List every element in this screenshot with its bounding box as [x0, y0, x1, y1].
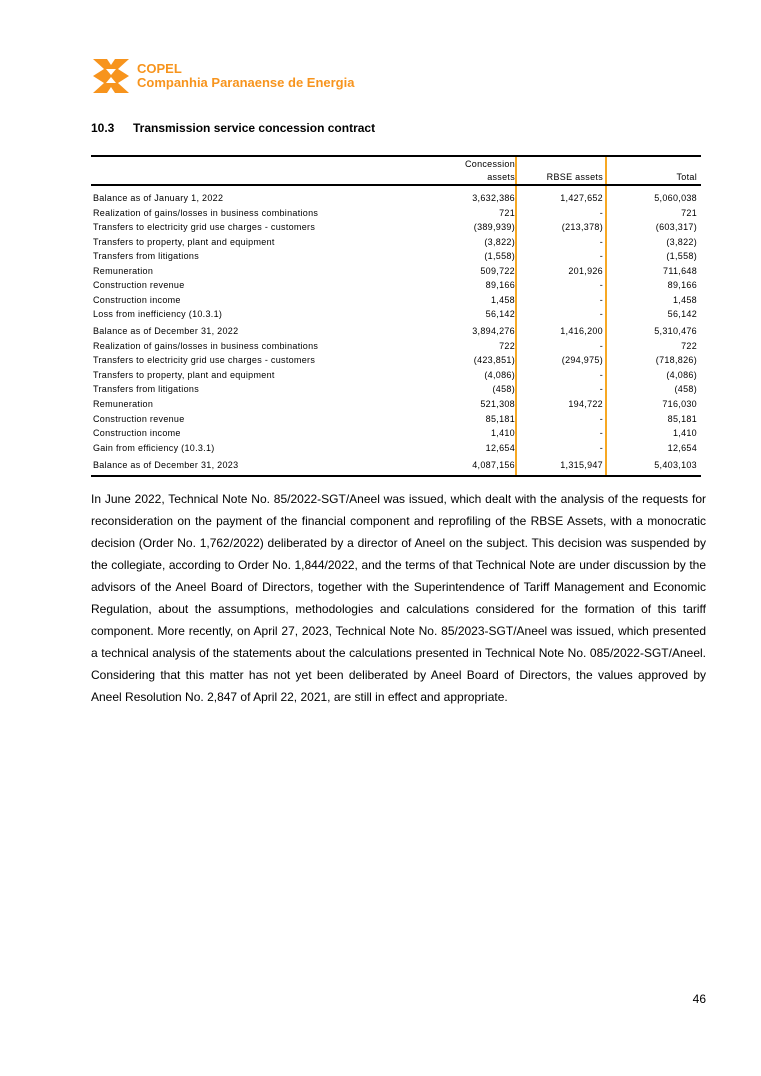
cell-rbse-assets: -: [599, 236, 603, 247]
table-row: [91, 341, 701, 355]
cell-total: 5,403,103: [654, 460, 697, 470]
table-row: [91, 443, 701, 457]
table-row: [91, 280, 701, 294]
table-row: [91, 460, 701, 474]
copel-logo-icon: [93, 59, 129, 93]
section-number: 10.3: [91, 121, 115, 135]
cell-total: (458): [674, 384, 697, 394]
table-row: [91, 237, 701, 251]
cell-rbse-assets: -: [599, 251, 603, 261]
cell-concession-assets: 56,142: [485, 309, 515, 319]
table-row: [91, 414, 701, 428]
cell-concession-assets: (3,822): [484, 236, 515, 247]
row-label: Transfers from litigations: [93, 251, 199, 261]
cell-total: (603,317): [655, 222, 697, 232]
row-label: Construction income: [93, 428, 181, 438]
table-row: [91, 399, 701, 413]
table-row: [91, 428, 701, 442]
cell-concession-assets: (389,939): [473, 222, 515, 232]
cell-concession-assets: 3,632,386: [472, 193, 515, 203]
table-row: [91, 370, 701, 384]
cell-rbse-assets: -: [599, 340, 603, 351]
cell-rbse-assets: 194,722: [568, 399, 603, 409]
table-top-rule: [91, 155, 701, 157]
table-row: [91, 266, 701, 280]
header-total: Total: [676, 172, 697, 182]
section-title: [91, 121, 375, 135]
cell-rbse-assets: 1,427,652: [560, 193, 603, 203]
table-header-rule: [91, 184, 701, 186]
row-label: Balance as of December 31, 2023: [93, 460, 239, 470]
header-rbse-assets: RBSE assets: [546, 172, 603, 182]
row-label: Remuneration: [93, 399, 154, 409]
table-row: [91, 193, 701, 207]
cell-total: 1,410: [672, 428, 697, 438]
table-row: [91, 251, 701, 265]
table-bottom-rule: [91, 475, 701, 477]
cell-total: (4,086): [666, 369, 697, 380]
cell-total: (718,826): [655, 355, 697, 365]
cell-total: (1,558): [666, 251, 697, 261]
cell-total: 89,166: [667, 280, 697, 290]
row-label: Loss from inefficiency (10.3.1): [93, 309, 223, 319]
cell-rbse-assets: 1,315,947: [560, 460, 603, 470]
table-row: [91, 208, 701, 222]
cell-rbse-assets: 201,926: [568, 265, 603, 276]
row-label: Construction income: [93, 294, 181, 305]
cell-total: 722: [681, 340, 697, 351]
cell-rbse-assets: -: [599, 369, 603, 380]
row-label: Realization of gains/losses in business combinations: [93, 340, 319, 351]
table-row: [91, 326, 701, 340]
table-row: [91, 222, 701, 236]
cell-concession-assets: 12,654: [485, 442, 515, 453]
body-paragraph: In June 2022, Technical Note No. 85/2022-SGT/Aneel was issued, which dealt with the analysis of the requests for reconsideration on the payment of the financial component and reprofiling of the RBSE Assets, with a monocratic decision (Order No. 1,762/2022) deliberated by a director of Aneel on the subject. This decision was suspended by the collegiate, according to Order No. 1,844/2022, and the terms of that Technical Note are under discussion by the advisors of the Aneel Board of Directors, together with the Superintendence of Tariff Management and Economic Regulation, about the assumptions, methodologies and calculations considered for the formation of this tariff component. More recently, on April 27, 2023, Technical Note No. 85/2023-SGT/Aneel was issued, which presented a technical analysis of the statements about the calculations presented in Technical Note No. 085/2022-SGT/Aneel. Considering that this matter has not yet been deliberated by Aneel Board of Directors, the values approved by Aneel Resolution No. 2,847 of April 22, 2021, are still in effect and appropriate.: [91, 492, 706, 704]
page-number: 46: [692, 992, 706, 1006]
brand-name: COPEL: [137, 61, 182, 76]
cell-concession-assets: 3,894,276: [472, 326, 515, 336]
cell-total: 12,654: [667, 442, 697, 453]
table-row: [91, 295, 701, 309]
cell-rbse-assets: -: [599, 442, 603, 453]
section-title-text: Transmission service concession contract: [133, 121, 376, 135]
cell-concession-assets: 4,087,156: [472, 460, 515, 470]
cell-concession-assets: (4,086): [484, 369, 515, 380]
cell-total: 56,142: [667, 309, 697, 319]
row-label: Realization of gains/losses in business combinations: [93, 207, 319, 218]
cell-concession-assets: 1,458: [490, 294, 515, 305]
cell-total: 721: [681, 207, 697, 218]
cell-rbse-assets: 1,416,200: [560, 326, 603, 336]
row-label: Remuneration: [93, 265, 154, 276]
cell-total: 5,060,038: [654, 193, 697, 203]
row-label: Transfers to electricity grid use charges - customers: [93, 355, 316, 365]
cell-concession-assets: 509,722: [480, 265, 515, 276]
table-row: [91, 384, 701, 398]
cell-rbse-assets: -: [599, 207, 603, 218]
row-label: Balance as of January 1, 2022: [93, 193, 224, 203]
table-row: [91, 355, 701, 369]
company-logo: [93, 59, 354, 93]
cell-total: 1,458: [672, 294, 697, 305]
cell-total: 85,181: [667, 413, 697, 424]
cell-concession-assets: 521,308: [480, 399, 515, 409]
cell-concession-assets: (458): [492, 384, 515, 394]
row-label: Construction revenue: [93, 280, 185, 290]
cell-rbse-assets: -: [599, 413, 603, 424]
cell-rbse-assets: -: [599, 294, 603, 305]
cell-concession-assets: 89,166: [485, 280, 515, 290]
row-label: Gain from efficiency (10.3.1): [93, 442, 215, 453]
row-label: Balance as of December 31, 2022: [93, 326, 239, 336]
cell-concession-assets: 85,181: [485, 413, 515, 424]
row-label: Construction revenue: [93, 413, 185, 424]
cell-total: 711,648: [663, 265, 697, 276]
cell-rbse-assets: -: [599, 309, 603, 319]
cell-rbse-assets: -: [599, 280, 603, 290]
cell-rbse-assets: -: [599, 384, 603, 394]
row-label: Transfers to property, plant and equipment: [93, 236, 275, 247]
cell-total: 716,030: [662, 399, 697, 409]
cell-concession-assets: 722: [499, 340, 515, 351]
cell-concession-assets: 1,410: [490, 428, 515, 438]
cell-concession-assets: 721: [499, 207, 515, 218]
table-row: [91, 309, 701, 323]
cell-concession-assets: (1,558): [484, 251, 515, 261]
cell-total: (3,822): [666, 236, 697, 247]
row-label: Transfers to electricity grid use charges - customers: [93, 222, 316, 232]
row-label: Transfers to property, plant and equipment: [93, 369, 275, 380]
brand-full-name: Companhia Paranaense de Energia: [137, 75, 355, 90]
cell-rbse-assets: (213,378): [561, 222, 603, 232]
cell-rbse-assets: -: [599, 428, 603, 438]
cell-total: 5,310,476: [654, 326, 697, 336]
header-concession-assets: Concession assets: [464, 159, 515, 182]
cell-rbse-assets: (294,975): [561, 355, 603, 365]
cell-concession-assets: (423,851): [473, 355, 515, 365]
row-label: Transfers from litigations: [93, 384, 199, 394]
